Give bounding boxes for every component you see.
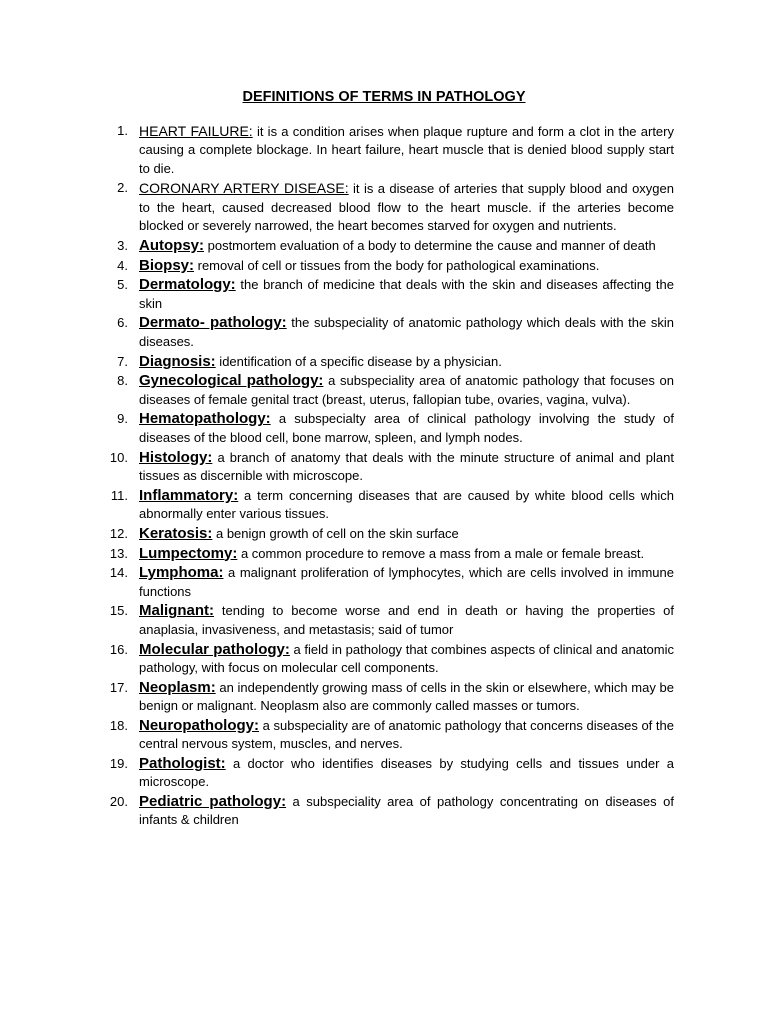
item-number: 5. bbox=[117, 277, 128, 293]
list-item bbox=[100, 545, 674, 563]
list-item bbox=[100, 276, 674, 313]
item-term: Lumpectomy: bbox=[139, 544, 238, 562]
item-number: 6. bbox=[117, 315, 128, 331]
item-number: 8. bbox=[117, 373, 128, 389]
item-term: Keratosis: bbox=[139, 524, 213, 542]
item-number: 18. bbox=[109, 717, 128, 733]
list-item bbox=[100, 525, 674, 543]
list-item bbox=[100, 717, 674, 754]
item-term: Histology: bbox=[139, 448, 213, 466]
list-item bbox=[100, 793, 674, 830]
item-term: Malignant: bbox=[139, 602, 214, 620]
definitions-list bbox=[100, 122, 674, 831]
item-number: 13. bbox=[109, 545, 128, 561]
item-term: Neuropathology: bbox=[139, 716, 259, 734]
item-term: HEART FAILURE: bbox=[139, 123, 253, 139]
item-number: 20. bbox=[109, 793, 128, 809]
list-item bbox=[100, 410, 674, 447]
item-term: Gynecological pathology: bbox=[139, 372, 324, 390]
item-term: Autopsy: bbox=[139, 236, 204, 254]
list-item bbox=[100, 372, 674, 409]
list-item bbox=[100, 564, 674, 601]
item-definition: the subspeciality of anatomic pathology which deals with the skin diseases. bbox=[139, 315, 674, 349]
item-definition: a field in pathology that combines aspects of clinical and anatomic pathology, with focus on molecular cell components. bbox=[139, 641, 674, 675]
item-definition: a subspeciality area of pathology concentrating on diseases of infants & children bbox=[139, 793, 674, 828]
item-term: Dermato- pathology: bbox=[139, 314, 287, 332]
item-number: 14. bbox=[109, 565, 128, 581]
list-item bbox=[100, 314, 674, 351]
item-term: CORONARY ARTERY DISEASE: bbox=[139, 180, 349, 197]
item-number: 15. bbox=[109, 603, 128, 619]
document-title: DEFINITIONS OF TERMS IN PATHOLOGY bbox=[242, 89, 526, 105]
list-item bbox=[100, 122, 674, 178]
item-definition: removal of cell or tissues from the body for pathological examinations. bbox=[194, 257, 600, 273]
item-definition: an independently growing mass of cells in the skin or elsewhere, which may be benign or malignant. Neoplasm also are commonly called masses or tumors. bbox=[139, 679, 674, 713]
item-number: 17. bbox=[109, 679, 128, 695]
item-definition: a branch of anatomy that deals with the minute structure of animal and plant tissues as discernible with microscope. bbox=[139, 449, 674, 483]
item-number: 11. bbox=[110, 487, 128, 503]
list-item bbox=[100, 353, 674, 371]
item-definition: identification of a specific disease by a physician. bbox=[215, 353, 502, 369]
list-item bbox=[100, 641, 674, 678]
item-term: Inflammatory: bbox=[139, 486, 239, 504]
item-term: Molecular pathology: bbox=[139, 640, 290, 658]
list-item bbox=[100, 679, 674, 716]
item-term: Neoplasm: bbox=[139, 678, 216, 696]
item-definition: a subspeciality area of anatomic pathology that focuses on diseases of female genital tract (breast, uterus, fallopian tube, ovaries, vagina, vulva). bbox=[139, 373, 674, 407]
list-item bbox=[100, 179, 674, 235]
item-number: 1. bbox=[117, 123, 128, 138]
item-number: 2. bbox=[117, 180, 128, 196]
list-item bbox=[100, 755, 674, 792]
item-definition: the branch of medicine that deals with the skin and diseases affecting the skin bbox=[139, 277, 674, 311]
item-term: Pathologist: bbox=[139, 754, 226, 772]
item-term: Biopsy: bbox=[139, 256, 195, 274]
item-definition: it is a disease of arteries that supply blood and oxygen to the heart, caused decreased blood flow to the heart muscle. if the arteries become blocked or severely narrowed, the heart becomes starved for oxygen and nutrients. bbox=[139, 181, 674, 233]
list-item bbox=[100, 449, 674, 486]
item-term: Dermatology: bbox=[139, 276, 236, 294]
item-definition: a subspecialty area of clinical pathology involving the study of diseases of the blood cell, bone marrow, spleen, and lymph nodes. bbox=[139, 411, 674, 445]
item-definition: a doctor who identifies diseases by studying cells and tissues under a microscope. bbox=[139, 755, 674, 790]
item-definition: a malignant proliferation of lymphocytes, which are cells involved in immune functions bbox=[139, 565, 674, 599]
item-definition: a subspeciality are of anatomic pathology that concerns diseases of the central nervous system, muscles, and nerves. bbox=[139, 717, 674, 751]
item-number: 19. bbox=[109, 755, 128, 771]
list-item bbox=[100, 602, 674, 639]
item-definition: a common procedure to remove a mass from a male or female breast. bbox=[237, 545, 645, 561]
item-term: Pediatric pathology: bbox=[139, 792, 287, 810]
item-number: 10. bbox=[109, 449, 128, 465]
list-item bbox=[100, 487, 674, 524]
item-definition: tending to become worse and end in death or having the properties of anaplasia, invasiveness, and metastasis; said of tumor bbox=[139, 603, 674, 637]
item-number: 7. bbox=[117, 353, 128, 369]
item-number: 9. bbox=[117, 411, 128, 427]
list-item bbox=[100, 237, 674, 255]
item-number: 16. bbox=[109, 641, 128, 657]
item-definition: a term concerning diseases that are caused by white blood cells which abnormally enter various tissues. bbox=[139, 487, 674, 521]
item-definition: it is a condition arises when plaque rupture and form a clot in the artery causing a complete blockage. In heart failure, heart muscle that is denied blood supply start to die. bbox=[139, 124, 674, 176]
item-number: 3. bbox=[117, 237, 128, 253]
item-number: 12. bbox=[109, 525, 128, 541]
item-definition: a benign growth of cell on the skin surface bbox=[212, 525, 459, 541]
list-item bbox=[100, 257, 674, 275]
item-term: Lymphoma: bbox=[139, 564, 224, 582]
item-term: Diagnosis: bbox=[139, 352, 216, 370]
item-number: 4. bbox=[117, 257, 128, 273]
item-definition: postmortem evaluation of a body to determine the cause and manner of death bbox=[204, 237, 656, 253]
item-term: Hematopathology: bbox=[139, 410, 271, 428]
